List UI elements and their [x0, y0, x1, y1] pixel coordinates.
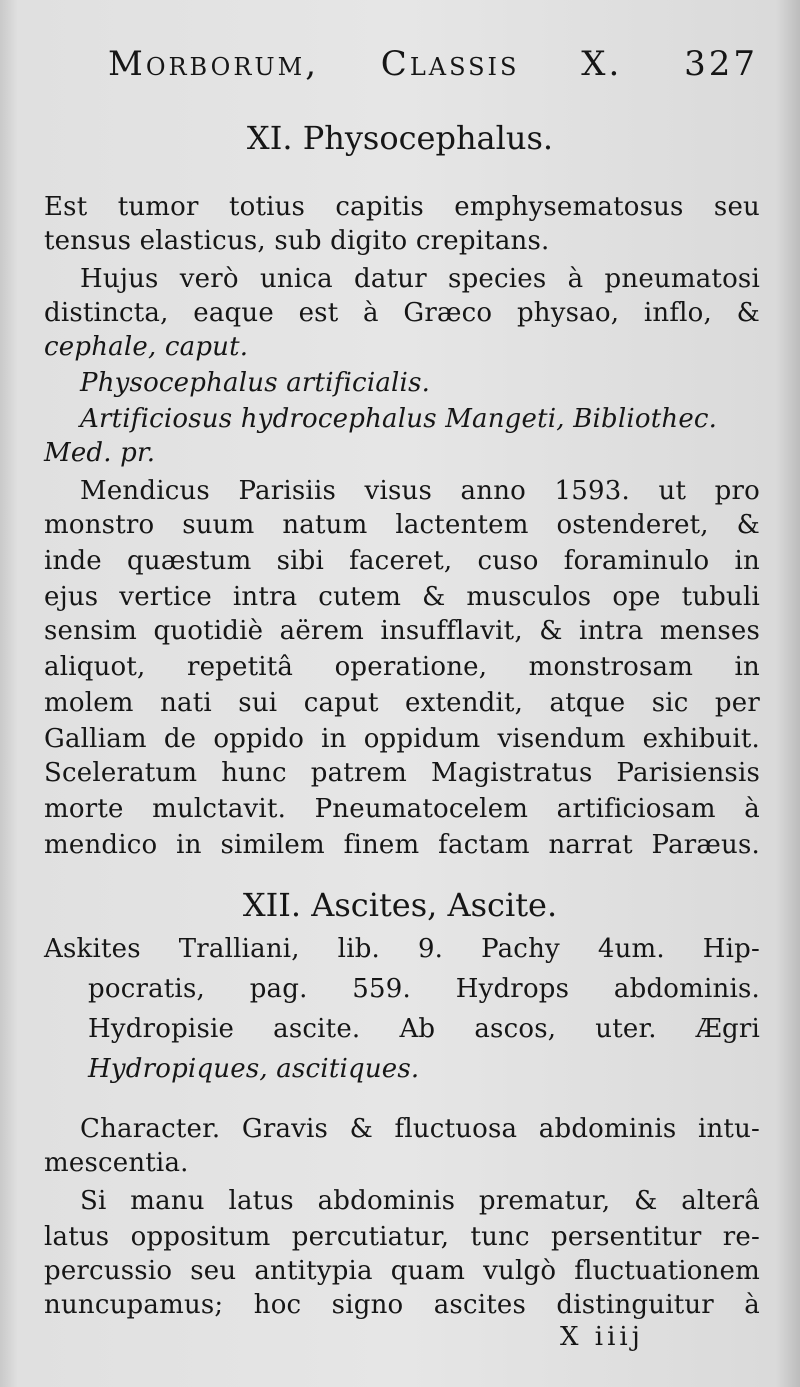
running-title: Morborum, Classis X. [108, 44, 623, 84]
text-line: Physocephalus artificialis. [80, 368, 431, 398]
section-title-xii: XII. Ascites, Ascite. [242, 886, 558, 924]
text-line: morte mulctavit. Pneumatocelem artificiosam à [44, 794, 760, 824]
text-line: monstro suum natum lactentem ostenderet, & [44, 510, 760, 540]
text-line: cephale, caput. [44, 332, 249, 362]
text-line: mendico in similem finem factam narrat Paræus. [44, 830, 760, 860]
text-line: Artificiosus hydrocephalus Mangeti, Bibliothec. [80, 404, 718, 434]
text-line: ejus vertice intra cutem & musculos ope tubuli [44, 582, 760, 612]
text-line: inde quæstum sibi faceret, cuso foraminulo in [44, 546, 760, 576]
text-line: Med. pr. [44, 438, 156, 468]
text-line: Hujus verò unica datur species à pneumatosi [80, 264, 760, 294]
text-line: latus oppositum percutiatur, tunc persentitur re- [44, 1222, 760, 1252]
text-line: aliquot, repetitâ operatione, monstrosam in [44, 652, 760, 682]
text-line: molem nati sui caput extendit, atque sic per [44, 688, 760, 718]
signature-mark: X iiij [560, 1322, 644, 1352]
text-line: pocratis, pag. 559. Hydrops abdominis. [88, 974, 760, 1004]
running-header [108, 42, 758, 86]
page-number: 327 [684, 44, 758, 84]
text-line: Si manu latus abdominis prematur, & alterâ [80, 1186, 760, 1216]
text-line: nuncupamus; hoc signo ascites distinguitur à [44, 1290, 760, 1320]
text-line: percussio seu antitypia quam vulgò fluctuationem [44, 1256, 760, 1286]
section-title-xi: XI. Physocephalus. [246, 119, 554, 157]
text-line: Galliam de oppido in oppidum visendum exhibuit. [44, 724, 760, 754]
text-line: tensus elasticus, sub digito crepitans. [44, 226, 550, 256]
text-line: Hydropisie ascite. Ab ascos, uter. Ægri [88, 1014, 760, 1044]
text-line: Hydropiques, ascitiques. [88, 1054, 420, 1084]
text-line: Sceleratum hunc patrem Magistratus Parisiensis [44, 758, 760, 788]
text-line: Est tumor totius capitis emphysematosus seu [44, 192, 760, 222]
text-line: distincta, eaque est à Græco physao, inflo, & [44, 298, 760, 328]
text-line: mescentia. [44, 1148, 189, 1178]
text-line: Askites Tralliani, lib. 9. Pachy 4um. Hip- [44, 934, 760, 964]
text-line: Character. Gravis & fluctuosa abdominis intu- [80, 1114, 760, 1144]
text-line: Mendicus Parisiis visus anno 1593. ut pro [80, 476, 760, 506]
text-line: sensim quotidiè aërem insufflavit, & intra menses [44, 616, 760, 646]
